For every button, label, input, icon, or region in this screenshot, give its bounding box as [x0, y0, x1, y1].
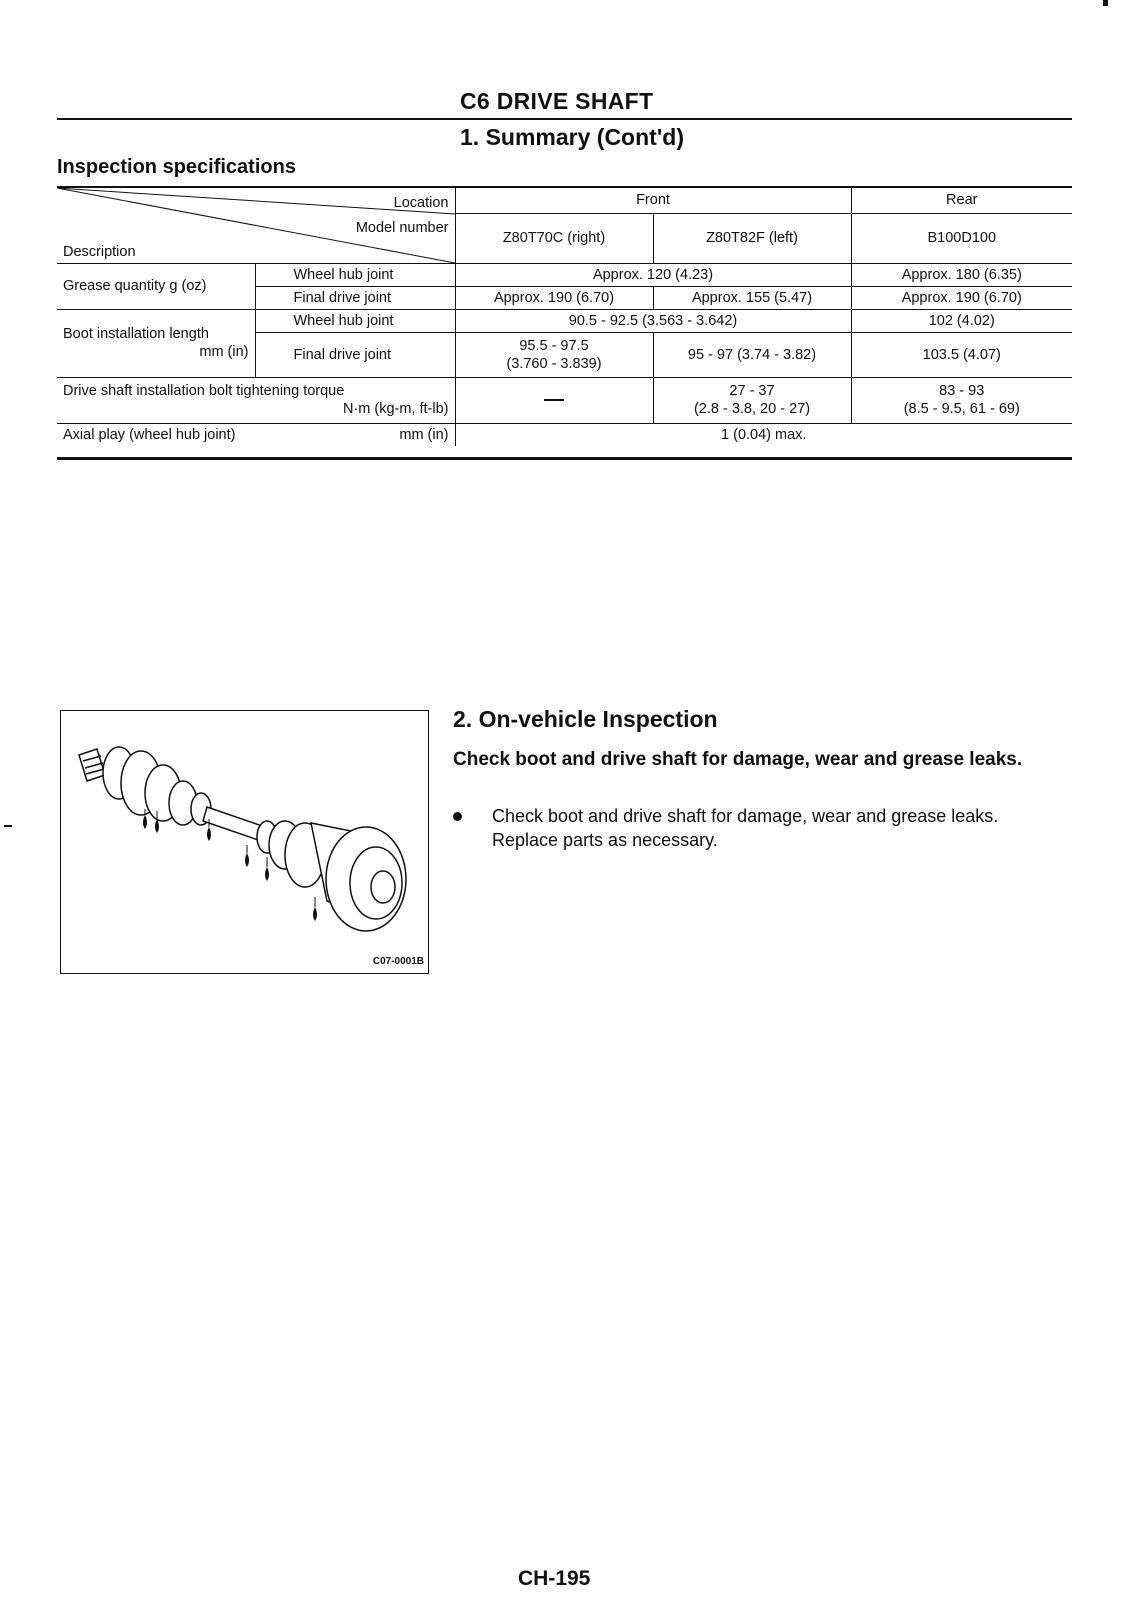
- boot-final-drive-front-right-line2: (3.760 - 3.839): [506, 355, 602, 372]
- boot-length-label: [57, 309, 255, 377]
- torque-label-line2: N·m (kg-m, ft-lb): [342, 401, 449, 417]
- boot-length-label-line2: mm (in): [199, 344, 249, 360]
- axial-play-label-text: Axial play (wheel hub joint): [63, 426, 236, 443]
- model-rear: B100D100: [851, 213, 1072, 263]
- inspection-spec-title: Inspection specifications: [57, 156, 296, 178]
- table-row: [57, 423, 1072, 446]
- location-header: Location: [393, 195, 449, 211]
- inspection-bullet: [453, 804, 1068, 852]
- figure-code: C07-0001B: [372, 956, 424, 967]
- grease-quantity-label: Grease quantity g (oz): [57, 263, 255, 309]
- model-front-right: Z80T70C (right): [455, 213, 653, 263]
- table-row: [57, 263, 1072, 286]
- inspection-spec-table: [57, 188, 1072, 446]
- on-vehicle-inspection-title: 2. On-vehicle Inspection: [453, 706, 718, 732]
- bullet-text: Check boot and drive shaft for damage, wear and grease leaks. Replace parts as necessary.: [492, 806, 999, 850]
- boot-length-label-line1: Boot installation length: [63, 326, 209, 342]
- description-header: Description: [63, 244, 136, 260]
- torque-label-line1: Drive shaft installation bolt tightening torque: [63, 383, 345, 399]
- drive-shaft-figure: [60, 710, 429, 974]
- page-title: C6 DRIVE SHAFT: [460, 88, 654, 114]
- grease-final-drive-rear: Approx. 190 (6.70): [851, 286, 1072, 309]
- grease-wheel-hub-label: Wheel hub joint: [255, 263, 455, 286]
- section-subtitle: 1. Summary (Cont'd): [460, 124, 684, 150]
- front-header: Front: [455, 188, 851, 213]
- torque-rear-line1: 83 - 93: [939, 383, 985, 399]
- boot-final-drive-front-right-line1: 95.5 - 97.5: [519, 337, 589, 354]
- axial-play-unit: mm (in): [399, 426, 449, 443]
- axial-play-label: [57, 423, 455, 446]
- boot-wheel-hub-rear: 102 (4.02): [851, 309, 1072, 332]
- model-front-left: Z80T82F (left): [653, 213, 851, 263]
- grease-final-drive-label: Final drive joint: [255, 286, 455, 309]
- grease-wheel-hub-front: Approx. 120 (4.23): [455, 263, 851, 286]
- torque-rear-line2: (8.5 - 9.5, 61 - 69): [903, 401, 1020, 417]
- torque-front-right-dash: [455, 377, 653, 423]
- rear-header: Rear: [946, 192, 978, 209]
- table-bottom-rule: [57, 457, 1072, 460]
- table-row: [57, 188, 1072, 213]
- boot-wheel-hub-label: Wheel hub joint: [255, 309, 455, 332]
- torque-front-left-line2: (2.8 - 3.8, 20 - 27): [693, 401, 811, 417]
- torque-front-left-line1: 27 - 37: [729, 383, 775, 399]
- grease-final-drive-front-right: Approx. 190 (6.70): [455, 286, 653, 309]
- not-applicable-dash: [544, 399, 564, 401]
- boot-wheel-hub-front: 90.5 - 92.5 (3.563 - 3.642): [455, 309, 851, 332]
- bullet-icon: [453, 812, 462, 821]
- corner-header-cell: [57, 188, 455, 263]
- boot-final-drive-label: Final drive joint: [255, 332, 455, 377]
- table-row: [57, 377, 1072, 423]
- torque-label: [57, 377, 455, 423]
- torque-front-left: [653, 377, 851, 423]
- grease-final-drive-front-left: Approx. 155 (5.47): [653, 286, 851, 309]
- page-number: CH-195: [518, 1567, 591, 1590]
- boot-final-drive-rear: 103.5 (4.07): [851, 332, 1072, 377]
- grease-wheel-hub-rear: Approx. 180 (6.35): [851, 263, 1072, 286]
- header-divider: [57, 118, 1072, 120]
- scan-mark: [4, 825, 12, 827]
- scan-mark: [1103, 0, 1108, 6]
- drive-shaft-illustration: [61, 711, 428, 973]
- boot-final-drive-front-left: 95 - 97 (3.74 - 3.82): [653, 332, 851, 377]
- table-row: [57, 309, 1072, 332]
- axial-play-value: 1 (0.04) max.: [455, 423, 1072, 446]
- torque-rear: [851, 377, 1072, 423]
- model-number-header: Model number: [355, 220, 449, 236]
- boot-final-drive-front-right: [455, 332, 653, 377]
- on-vehicle-inspection-subtitle: Check boot and drive shaft for damage, wear and grease leaks.: [453, 749, 1023, 770]
